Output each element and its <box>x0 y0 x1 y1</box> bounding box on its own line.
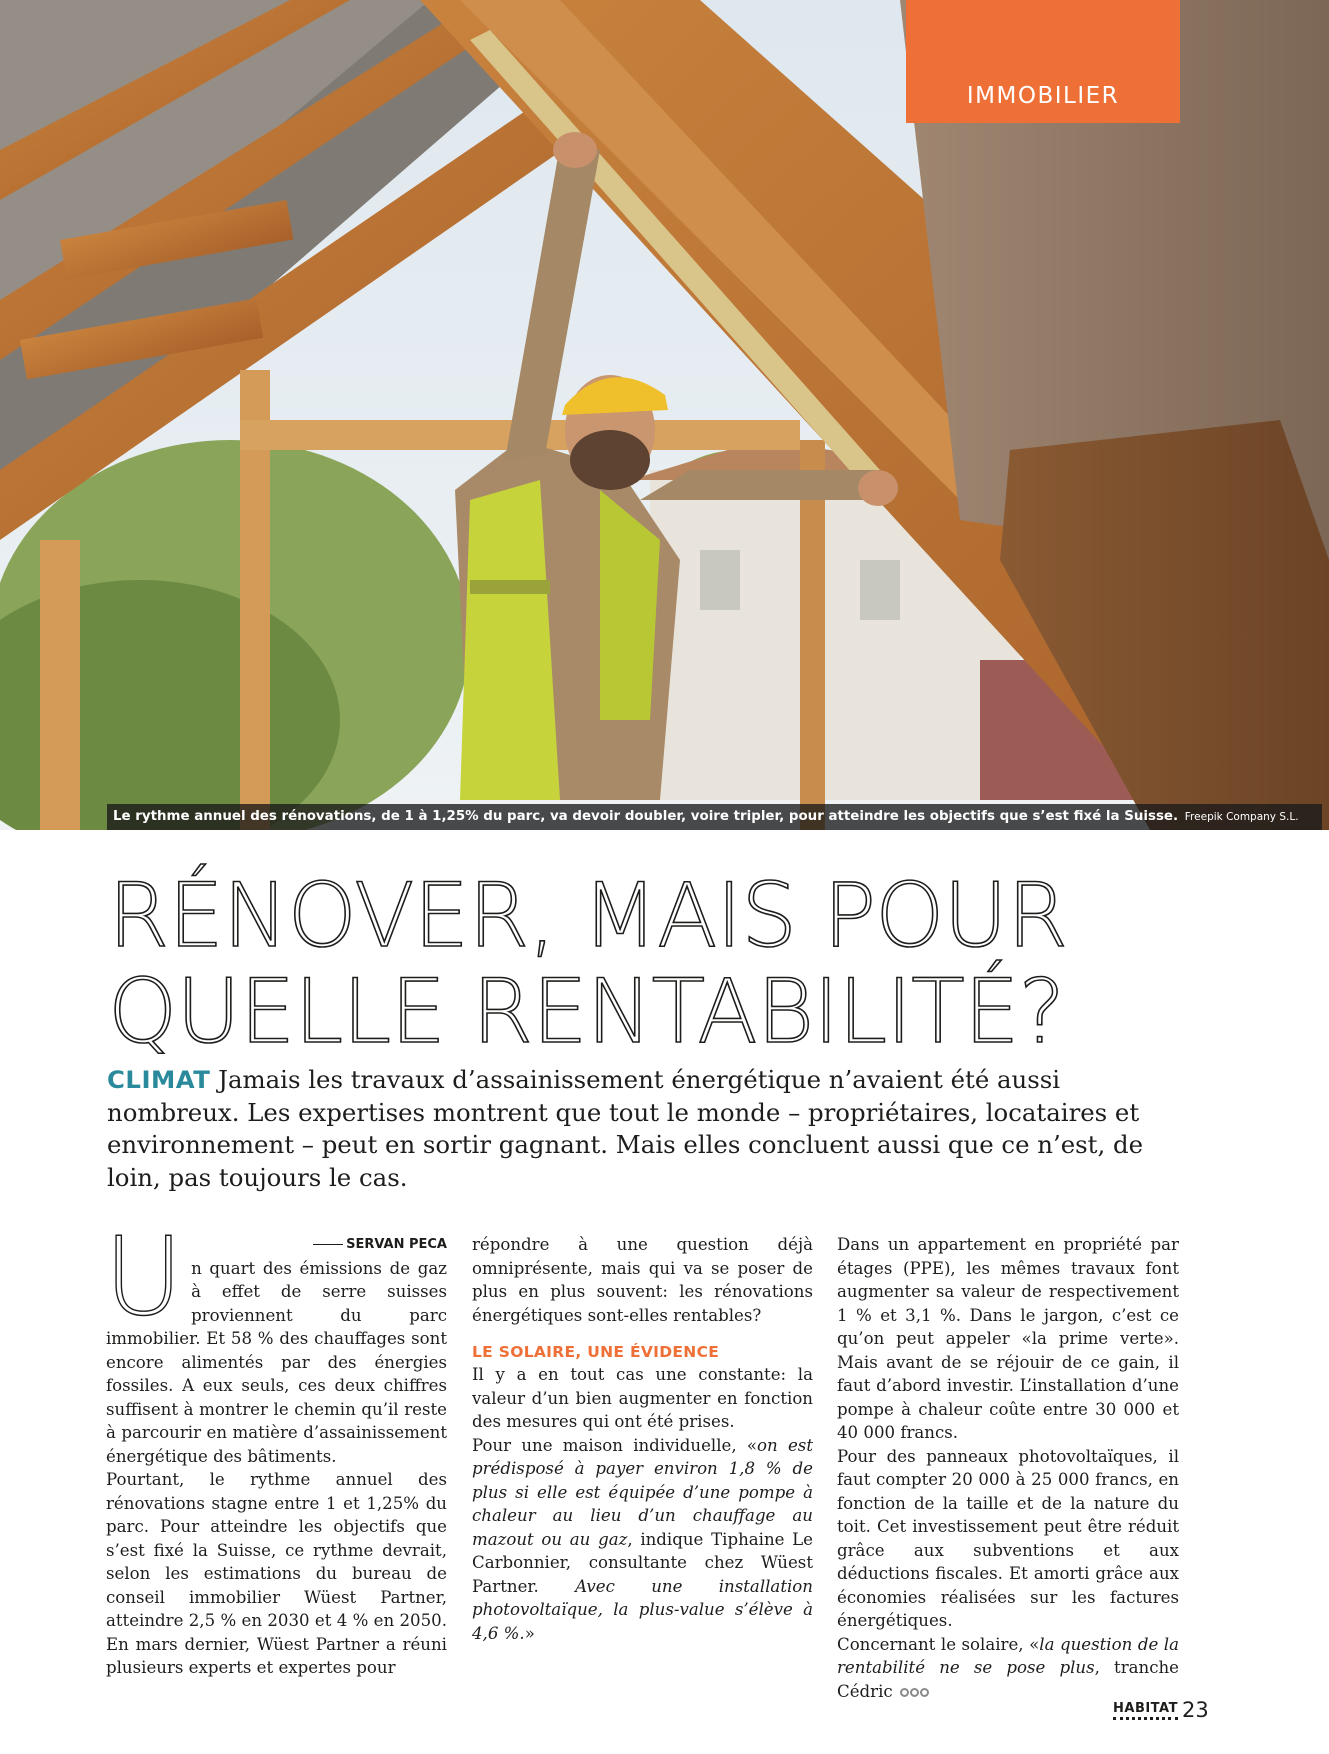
paragraph <box>837 1633 1179 1704</box>
title-line-1: RÉNOVER, MAIS POUR <box>108 864 1067 967</box>
magazine-name: HABITAT <box>1113 1702 1178 1720</box>
photo-credit: Freepik Company S.L. <box>1184 811 1299 823</box>
paragraph <box>472 1434 813 1646</box>
article-title <box>108 864 1308 1063</box>
article-lead <box>107 1064 1167 1194</box>
caption-text: Le rythme annuel des rénovations, de 1 à 1,25% du parc, va devoir doubler, voire tripler, pour atteindre les objectifs que s’est fixé la Suisse. <box>113 809 1179 824</box>
quote-italic: la question de la rentabilité ne se pose plus <box>837 1634 1179 1677</box>
paragraph: Pour des panneaux photovoltaïques, il faut compter 20 000 à 25 000 francs, en fonction de la taille et de la nature du toit. Cet investissement peut être réduit grâce aux subventions et aux déductions fiscales. Et amorti grâce aux économies réalisées sur les factures énergétiques. <box>837 1446 1179 1630</box>
hero-illustration <box>0 0 1329 830</box>
quote-italic: on est prédisposé à payer environ 1,8 % de plus si elle est équipée d’une pompe à chaleur au lieu d’un chauffage au mazout ou au gaz <box>472 1435 813 1549</box>
byline-rule <box>313 1244 343 1245</box>
paragraph: n quart des émissions de gaz à effet de serre suisses proviennent du parc immobilier. Et 58 % des chauffages sont encore alimentés par des énergies fossiles. A eux seuls, ces deux chiffres suffisent à montrer le chemin qu’il reste à parcourir en matière d’assainissement énergétique des bâtiments. <box>106 1258 447 1466</box>
text-run: , indique Tiphaine Le Carbonnier, consultante chez Wüest Partner. <box>472 1529 814 1596</box>
section-rubric: IMMOBILIER <box>906 0 1180 123</box>
paragraph: Pourtant, le rythme annuel des rénovations stagne entre 1 et 1,25% du parc. Pour atteindre les objectifs que s’est fixé la Suisse, ce rythme devrait, selon les estimations du bureau de conseil immobilier Wüest Partner, atteindre 2,5 % en 2030 et 4 % en 2050. En mars dernier, Wüest Partner a réuni plusieurs experts et expertes pour <box>106 1470 447 1677</box>
author-name: SERVAN PECA <box>346 1237 447 1252</box>
photo-caption <box>107 804 1322 830</box>
title-line-2: QUELLE RENTABILITÉ? <box>108 960 1065 1063</box>
subheading: LE SOLAIRE, UNE ÉVIDENCE <box>472 1343 720 1361</box>
page-number: 23 <box>1181 1698 1209 1722</box>
text-run: » <box>524 1623 535 1643</box>
hero-photo <box>0 0 1329 830</box>
paragraph: répondre à une question déjà omniprésente, mais qui va se poser de plus en plus souvent: les rénovations énergétiques sont-elles rentables? <box>472 1235 813 1325</box>
paragraph: Il y a en tout cas une constante: la valeur d’un bien augmenter en fonction des mesures qui ont été prises. <box>472 1365 813 1431</box>
article-column-1 <box>104 1214 447 1680</box>
quote-italic: Avec une installation photovoltaïque, la plus-value s’élève à 4,6 %. <box>472 1576 813 1643</box>
text-run: Pour une maison individuelle, « <box>472 1435 758 1455</box>
drop-cap: U <box>104 1214 184 1340</box>
article-column-2 <box>472 1233 813 1645</box>
text-run: , tranche Cédric <box>837 1658 1180 1701</box>
lead-kicker: CLIMAT <box>107 1065 211 1094</box>
continued-icon <box>899 1680 929 1704</box>
article-column-3 <box>837 1233 1179 1704</box>
text-run: Concernant le solaire, « <box>837 1634 1040 1654</box>
lead-text: Jamais les travaux d’assainissement énergétique n’avaient été aussi nombreux. Les expertises montrent que tout le monde – propriétaires, locataires et environnement – peut en sortir gagnant. Mais elles concluent aussi que ce n’est, de loin, pas toujours le cas. <box>107 1065 1144 1192</box>
paragraph: Dans un appartement en propriété par étages (PPE), les mêmes travaux font augmenter sa valeur de respectivement 1 % et 3,1 %. Dans le jargon, c’est ce qu’on peut appeler «la prime verte». Mais avant de se réjouir de ce gain, il faut d’abord investir. L’installation d’une pompe à chaleur coûte entre 30 000 et 40 000 francs. <box>837 1235 1179 1442</box>
page-folio <box>1113 1700 1209 1720</box>
